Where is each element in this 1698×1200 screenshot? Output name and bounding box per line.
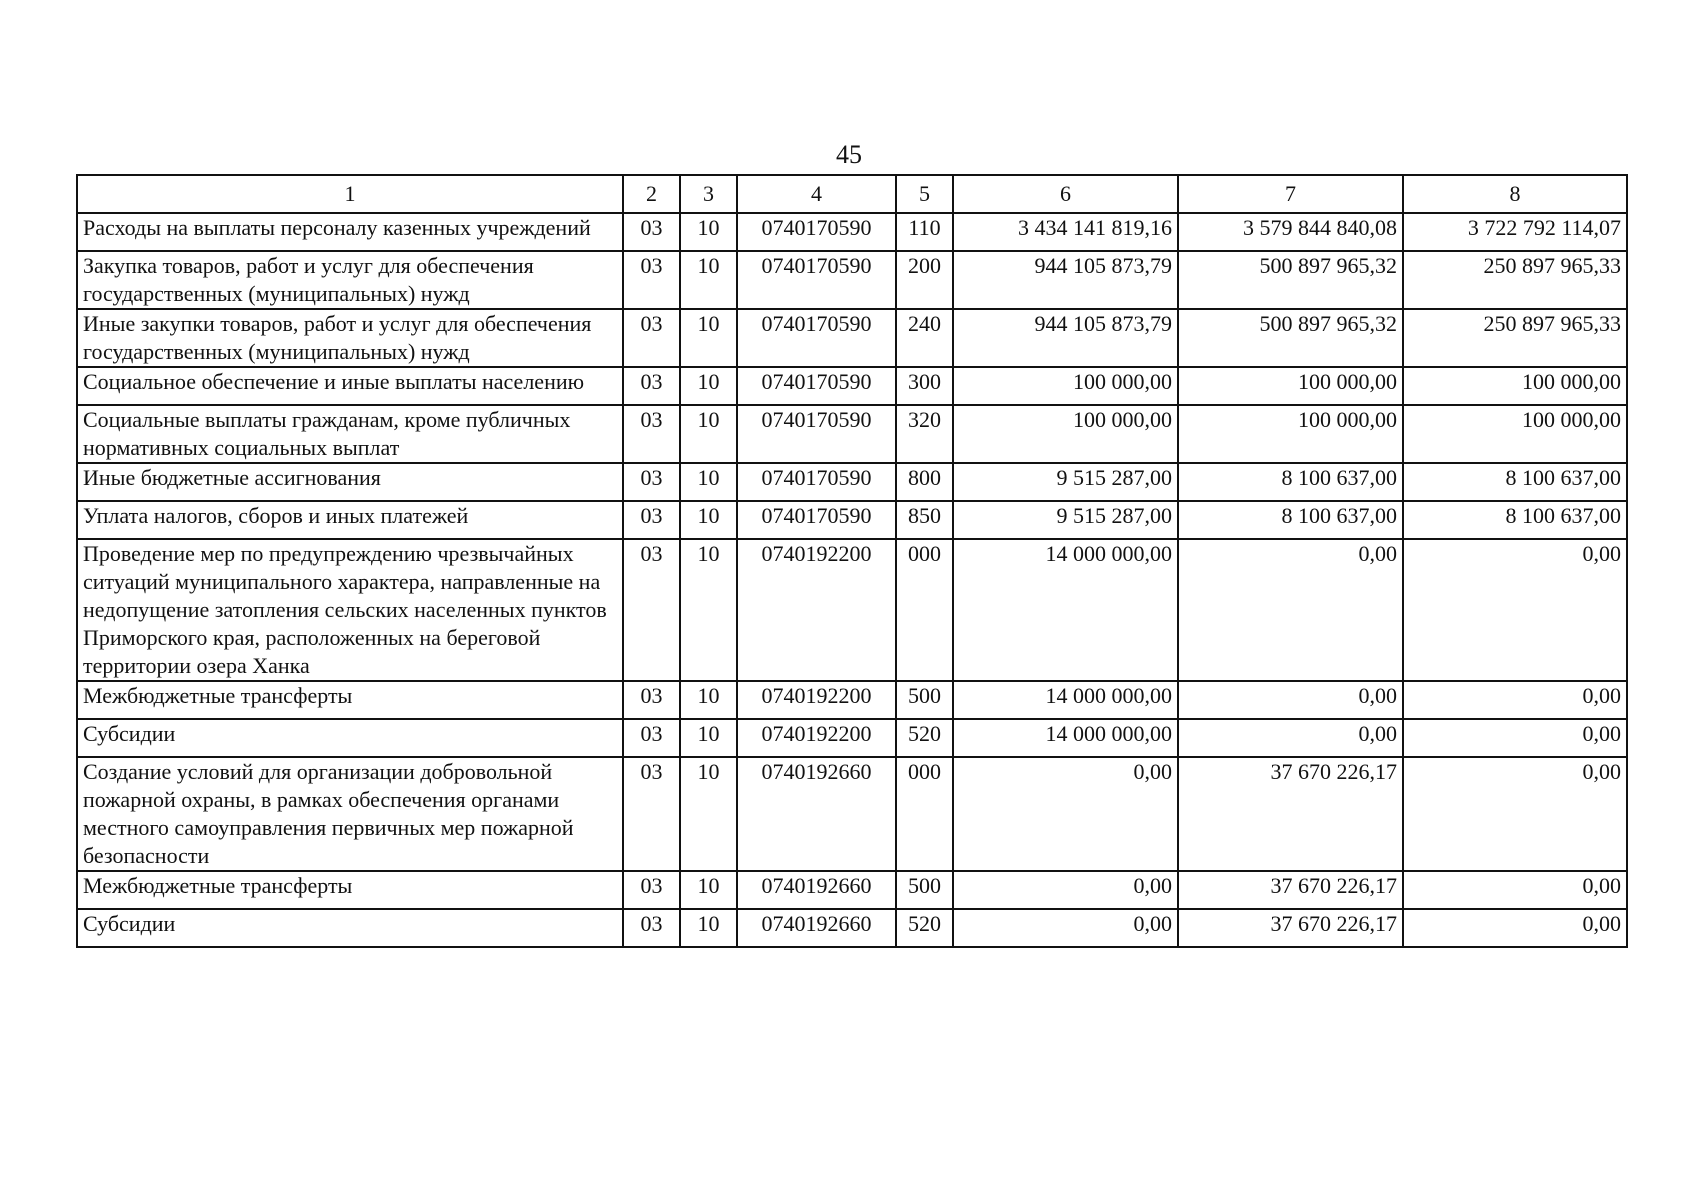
subsection-code: 10	[680, 309, 737, 367]
section-code: 03	[623, 367, 680, 405]
section-code: 03	[623, 539, 680, 681]
table-row	[77, 213, 1627, 251]
amount-col-6: 14 000 000,00	[953, 681, 1178, 719]
expense-type-code: 500	[896, 681, 953, 719]
target-article-code: 0740170590	[737, 309, 896, 367]
subsection-code: 10	[680, 681, 737, 719]
expense-name: Межбюджетные трансферты	[77, 871, 623, 909]
amount-col-8: 0,00	[1403, 871, 1627, 909]
target-article-code: 0740170590	[737, 367, 896, 405]
header-col-7: 7	[1178, 175, 1403, 213]
amount-col-6: 14 000 000,00	[953, 539, 1178, 681]
amount-col-7: 37 670 226,17	[1178, 871, 1403, 909]
amount-col-7: 0,00	[1178, 681, 1403, 719]
section-code: 03	[623, 909, 680, 947]
amount-col-6: 0,00	[953, 757, 1178, 871]
amount-col-8: 250 897 965,33	[1403, 251, 1627, 309]
amount-col-8: 3 722 792 114,07	[1403, 213, 1627, 251]
amount-col-6: 100 000,00	[953, 367, 1178, 405]
section-code: 03	[623, 501, 680, 539]
expense-name: Иные закупки товаров, работ и услуг для обеспечения государственных (муниципальных) нужд	[77, 309, 623, 367]
expense-name: Социальные выплаты гражданам, кроме публичных нормативных социальных выплат	[77, 405, 623, 463]
expense-name: Межбюджетные трансферты	[77, 681, 623, 719]
amount-col-6: 9 515 287,00	[953, 463, 1178, 501]
expense-type-code: 300	[896, 367, 953, 405]
expense-name: Субсидии	[77, 909, 623, 947]
table-row	[77, 719, 1627, 757]
amount-col-8: 100 000,00	[1403, 405, 1627, 463]
table-body	[77, 213, 1627, 947]
header-col-4: 4	[737, 175, 896, 213]
expense-name: Субсидии	[77, 719, 623, 757]
table-row	[77, 501, 1627, 539]
amount-col-7: 0,00	[1178, 539, 1403, 681]
expense-type-code: 320	[896, 405, 953, 463]
subsection-code: 10	[680, 463, 737, 501]
section-code: 03	[623, 251, 680, 309]
table-row	[77, 309, 1627, 367]
section-code: 03	[623, 405, 680, 463]
target-article-code: 0740192200	[737, 681, 896, 719]
table-header	[77, 175, 1627, 213]
amount-col-6: 3 434 141 819,16	[953, 213, 1178, 251]
subsection-code: 10	[680, 909, 737, 947]
section-code: 03	[623, 719, 680, 757]
expense-type-code: 520	[896, 719, 953, 757]
subsection-code: 10	[680, 539, 737, 681]
header-row	[77, 175, 1627, 213]
subsection-code: 10	[680, 501, 737, 539]
table-row	[77, 871, 1627, 909]
target-article-code: 0740170590	[737, 405, 896, 463]
expense-type-code: 800	[896, 463, 953, 501]
expense-name: Социальное обеспечение и иные выплаты населению	[77, 367, 623, 405]
subsection-code: 10	[680, 251, 737, 309]
expense-type-code: 200	[896, 251, 953, 309]
amount-col-8: 0,00	[1403, 539, 1627, 681]
table-row	[77, 539, 1627, 681]
amount-col-7: 100 000,00	[1178, 367, 1403, 405]
expense-type-code: 500	[896, 871, 953, 909]
header-col-1: 1	[77, 175, 623, 213]
amount-col-7: 500 897 965,32	[1178, 309, 1403, 367]
amount-col-7: 37 670 226,17	[1178, 909, 1403, 947]
target-article-code: 0740170590	[737, 251, 896, 309]
table-row	[77, 757, 1627, 871]
expense-type-code: 000	[896, 757, 953, 871]
section-code: 03	[623, 757, 680, 871]
amount-col-7: 0,00	[1178, 719, 1403, 757]
expense-name: Уплата налогов, сборов и иных платежей	[77, 501, 623, 539]
section-code: 03	[623, 681, 680, 719]
expense-type-code: 850	[896, 501, 953, 539]
amount-col-6: 14 000 000,00	[953, 719, 1178, 757]
section-code: 03	[623, 309, 680, 367]
target-article-code: 0740170590	[737, 501, 896, 539]
amount-col-6: 944 105 873,79	[953, 309, 1178, 367]
expense-name: Проведение мер по предупреждению чрезвычайных ситуаций муниципального характера, направленные на недопущение затопления сельских населенных пунктов Приморского края, расположенных на береговой территории озера Ханка	[77, 539, 623, 681]
expense-name: Расходы на выплаты персоналу казенных учреждений	[77, 213, 623, 251]
amount-col-6: 9 515 287,00	[953, 501, 1178, 539]
header-col-5: 5	[896, 175, 953, 213]
section-code: 03	[623, 213, 680, 251]
table-row	[77, 909, 1627, 947]
subsection-code: 10	[680, 213, 737, 251]
expense-type-code: 240	[896, 309, 953, 367]
table-row	[77, 681, 1627, 719]
amount-col-7: 100 000,00	[1178, 405, 1403, 463]
amount-col-7: 8 100 637,00	[1178, 501, 1403, 539]
expense-type-code: 520	[896, 909, 953, 947]
amount-col-6: 100 000,00	[953, 405, 1178, 463]
amount-col-8: 100 000,00	[1403, 367, 1627, 405]
amount-col-8: 0,00	[1403, 681, 1627, 719]
table-row	[77, 251, 1627, 309]
target-article-code: 0740170590	[737, 463, 896, 501]
page-number: 45	[836, 140, 862, 169]
budget-table	[76, 174, 1628, 948]
expense-type-code: 110	[896, 213, 953, 251]
section-code: 03	[623, 871, 680, 909]
target-article-code: 0740192660	[737, 871, 896, 909]
amount-col-8: 8 100 637,00	[1403, 463, 1627, 501]
table-row	[77, 405, 1627, 463]
subsection-code: 10	[680, 719, 737, 757]
amount-col-8: 8 100 637,00	[1403, 501, 1627, 539]
expense-name: Создание условий для организации добровольной пожарной охраны, в рамках обеспечения органами местного самоуправления первичных мер пожарной безопасности	[77, 757, 623, 871]
section-code: 03	[623, 463, 680, 501]
expense-type-code: 000	[896, 539, 953, 681]
subsection-code: 10	[680, 405, 737, 463]
header-col-3: 3	[680, 175, 737, 213]
table-row	[77, 463, 1627, 501]
amount-col-8: 0,00	[1403, 757, 1627, 871]
subsection-code: 10	[680, 871, 737, 909]
expense-name: Закупка товаров, работ и услуг для обеспечения государственных (муниципальных) нужд	[77, 251, 623, 309]
header-col-8: 8	[1403, 175, 1627, 213]
target-article-code: 0740170590	[737, 213, 896, 251]
target-article-code: 0740192200	[737, 719, 896, 757]
amount-col-8: 0,00	[1403, 909, 1627, 947]
amount-col-6: 0,00	[953, 871, 1178, 909]
table-row	[77, 367, 1627, 405]
subsection-code: 10	[680, 367, 737, 405]
subsection-code: 10	[680, 757, 737, 871]
target-article-code: 0740192200	[737, 539, 896, 681]
amount-col-7: 37 670 226,17	[1178, 757, 1403, 871]
amount-col-7: 500 897 965,32	[1178, 251, 1403, 309]
amount-col-7: 8 100 637,00	[1178, 463, 1403, 501]
target-article-code: 0740192660	[737, 757, 896, 871]
header-col-2: 2	[623, 175, 680, 213]
amount-col-8: 0,00	[1403, 719, 1627, 757]
amount-col-6: 0,00	[953, 909, 1178, 947]
target-article-code: 0740192660	[737, 909, 896, 947]
amount-col-8: 250 897 965,33	[1403, 309, 1627, 367]
header-col-6: 6	[953, 175, 1178, 213]
expense-name: Иные бюджетные ассигнования	[77, 463, 623, 501]
amount-col-6: 944 105 873,79	[953, 251, 1178, 309]
amount-col-7: 3 579 844 840,08	[1178, 213, 1403, 251]
